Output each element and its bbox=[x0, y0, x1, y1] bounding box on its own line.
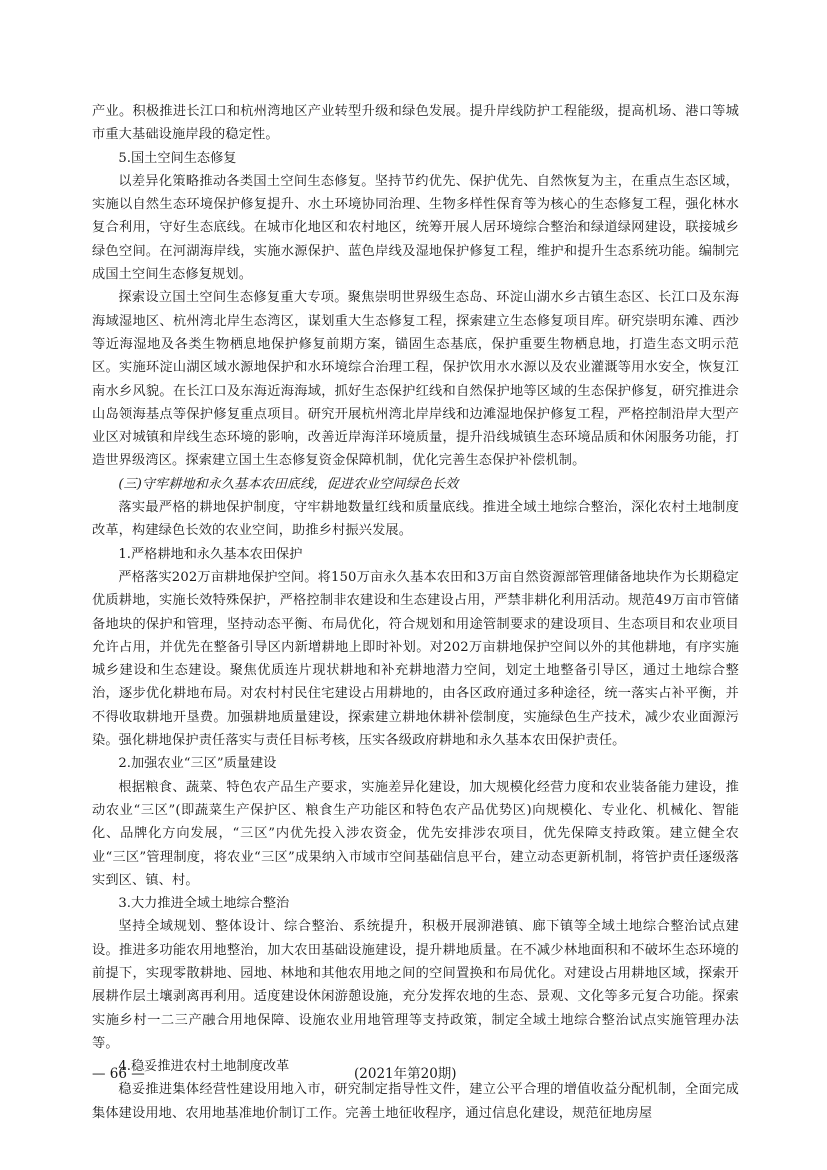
paragraph: 落实最严格的耕地保护制度，守牢耕地数量红线和质量底线。推进全域土地综合整治，深化农村土地制度改革，构建绿色长效的农业空间，助推乡村振兴发展。 bbox=[92, 500, 739, 539]
document-page bbox=[92, 100, 739, 1125]
paragraph-continued: 产业。积极推进长江口和杭州湾地区产业转型升级和绿色发展。提升岸线防护工程能级，提高机场、港口等城市重大基础设施岸段的稳定性。 bbox=[92, 104, 739, 143]
paragraph: 探索设立国土空间生态修复重大专项。聚焦崇明世界级生态岛、环淀山湖水乡古镇生态区、长江口及东海海域湿地区、杭州湾北岸生态湾区，谋划重大生态修复工程，探索建立生态修复项目库。研究崇明东滩、西沙等近海湿地及各类生物栖息地保护修复前期方案，锚固生态基底，保护重要生物栖息地，打造生态文明示范区。实施环淀山湖区域水源地保护和水环境综合治理工程，保护饮用水水源以及农业灌溉等用水安全，恢复江南水乡风貌。在长江口及东海近海海域，抓好生态保护红线和自然保护地等区域的生态保护修复，研究推进佘山岛领海基点等保护修复重点项目。研究开展杭州湾北岸岸线和边滩湿地保护修复工程，严格控制沿岸大型产业区对城镇和岸线生态环境的影响，改善近岸海洋环境质量，提升沿线城镇生态环境品质和休闲服务功能，打造世界级湾区。探索建立国土生态修复资金保障机制，优化完善生态保护补偿机制。 bbox=[92, 290, 739, 469]
page-number: — 66 — bbox=[92, 1066, 145, 1082]
issue-label: (2021年第20期) bbox=[354, 1066, 457, 1082]
paragraph: 根据粮食、蔬菜、特色农产品生产要求，实施差异化建设，加大规模化经营力度和农业装备能力建设，推动农业“三区”(即蔬菜生产保护区、粮食生产功能区和特色农产品优势区)向规模化、专业化、机械化、智能化、品牌化方向发展，“三区”内优先投入涉农资金，优先安排涉农项目，优先保障支持政策。建立健全农业“三区”管理制度，将农业“三区”成果纳入市域市空间基础信息平台，建立动态更新机制，将管护责任逐级落实到区、镇、村。 bbox=[92, 779, 739, 888]
paragraph: 稳妥推进集体经营性建设用地入市，研究制定指导性文件，建立公平合理的增值收益分配机制，全面完成集体建设用地、农用地基准地价制订工作。完善土地征收程序，通过信息化建设，规范征地房屋 bbox=[92, 1082, 739, 1121]
heading-three-zones: 2.加强农业“三区”质量建设 bbox=[118, 756, 277, 772]
paragraph: 以差异化策略推动各类国土空间生态修复。坚持节约优先、保护优先、自然恢复为主，在重点生态区域，实施以自然生态环境保护修复提升、水土环境协同治理、生物多样性保育等为核心的生态修复工程，强化林水复合利用，守好生态底线。在城市化地区和农村地区，统筹开展人居环境综合整治和绿道绿网建设，联接城乡绿色空间。在河湖海岸线，实施水源保护、蓝色岸线及湿地保护修复工程，维护和提升生态系统功能。编制完成国土空间生态修复规划。 bbox=[92, 173, 739, 283]
heading-ecological-restoration: 5.国土空间生态修复 bbox=[118, 150, 237, 166]
section-heading: (三)守牢耕地和永久基本农田底线，促进农业空间绿色长效 bbox=[118, 476, 459, 492]
heading-farmland-protection: 1.严格耕地和永久基本农田保护 bbox=[118, 546, 303, 562]
heading-land-reform: 4.稳妥推进农村土地制度改革 bbox=[118, 1059, 290, 1075]
heading-land-consolidation: 3.大力推进全域土地综合整治 bbox=[118, 896, 290, 912]
paragraph: 坚持全域规划、整体设计、综合整治、系统提升，积极开展泖港镇、廊下镇等全域土地综合整治试点建设。推进多功能农用地整治，加大农田基础设施建设，提升耕地质量。在不减少林地面积和不破坏生态环境的前提下，实现零散耕地、园地、林地和其他农用地之间的空间置换和布局优化。对建设占用耕地区域，探索开展耕作层土壤剥离再利用。适度建设休闲游憩设施，充分发挥农地的生态、景观、文化等多元复合功能。探索实施乡村一二三产融合用地保障、设施农业用地管理等支持政策，制定全域土地综合整治试点实施管理办法等。 bbox=[92, 919, 739, 1051]
page-footer bbox=[92, 1062, 739, 1086]
paragraph: 严格落实202万亩耕地保护空间。将150万亩永久基本农田和3万亩自然资源部管理储备地块作为长期稳定优质耕地，实施长效特殊保护，严格控制非农建设和生态建设占用，严禁非耕化利用活动。规范49万亩市管储备地块的保护和管理，坚持动态平衡、布局优化，符合规划和用途管制要求的建设项目、生态项目和农业项目允许占用，并优先在整备引导区内新增耕地上即时补划。对202万亩耕地保护空间以外的其他耕地，有序实施城乡建设和生态建设。聚焦优质连片现状耕地和补充耕地潜力空间，划定土地整备引导区，通过土地综合整治，逐步优化耕地布局。对农村村民住宅建设占用耕地的，由各区政府通过多种途径，统一落实占补平衡，并不得收取耕地开垦费。加强耕地质量建设，探索建立耕地休耕补偿制度，实施绿色生产技术，减少农业面源污染。强化耕地保护责任落实与责任目标考核，压实各级政府耕地和永久基本农田保护责任。 bbox=[92, 569, 739, 749]
